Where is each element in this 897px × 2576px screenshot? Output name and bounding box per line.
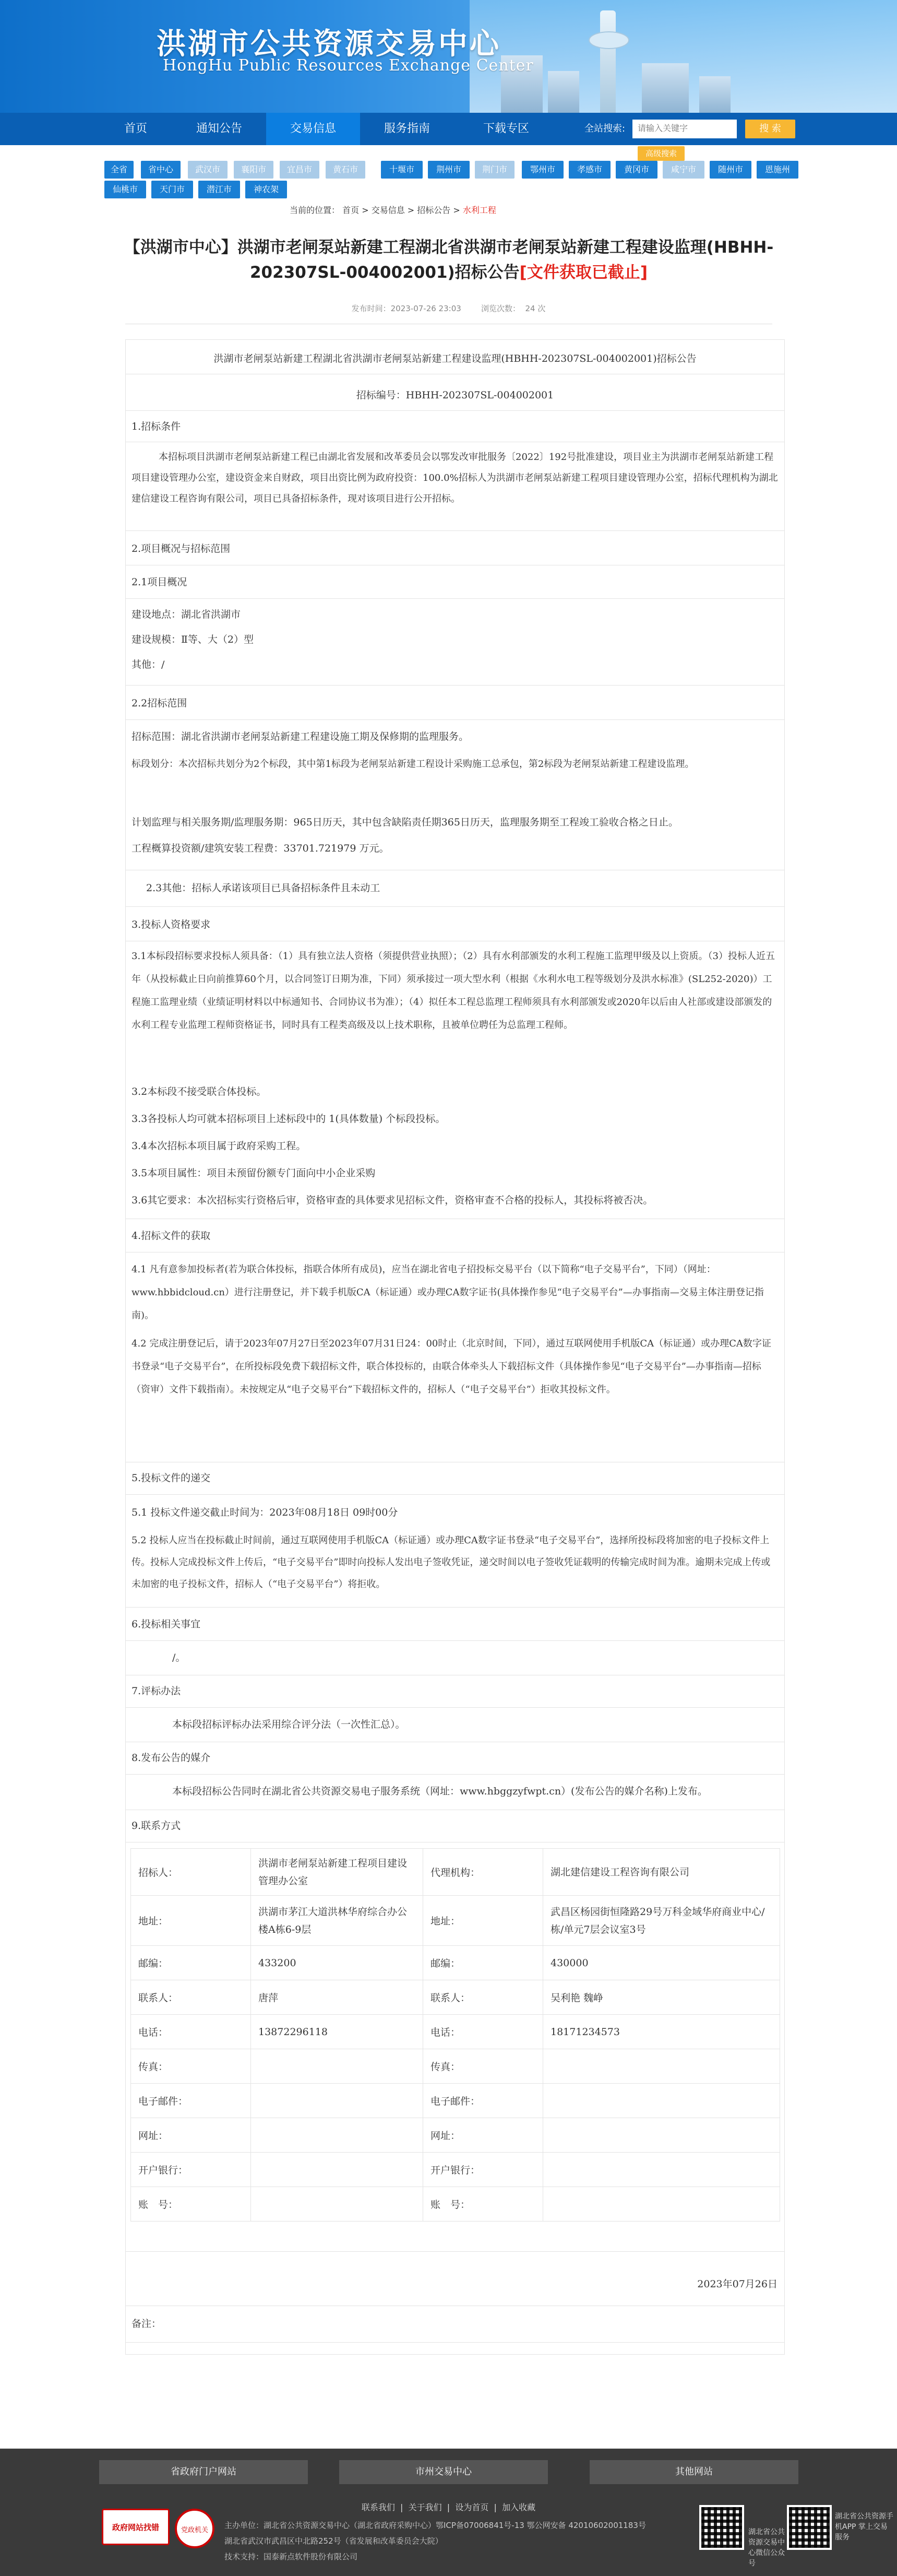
contact-label: 传真： xyxy=(423,2049,543,2084)
contact-label: 邮编： xyxy=(423,1946,543,1980)
doc-heading: 洪湖市老闸泵站新建工程湖北省洪湖市老闸泵站新建工程建设监理(HBHH-202307SL-004002001)招标公告 xyxy=(213,353,697,364)
site-header xyxy=(0,0,897,113)
contact-label: 账 号： xyxy=(423,2187,543,2221)
contact-value xyxy=(251,2118,423,2153)
region-tab[interactable]: 荆门市 xyxy=(475,161,515,179)
header-building xyxy=(699,76,731,113)
contact-table xyxy=(130,1848,780,2221)
text-line: 5.1 投标文件递交截止时间为：2023年08月18日 09时00分 xyxy=(131,1507,398,1518)
divider xyxy=(125,719,785,720)
text-line: 建设规模：Ⅱ等、大（2）型 xyxy=(131,634,254,645)
views-unit: 次 xyxy=(537,304,546,313)
wechat-qr-label: 湖北省公共资源交易中心微信公众号 xyxy=(748,2528,785,2568)
contact-value: 湖北建信建设工程咨询有限公司 xyxy=(543,1849,780,1896)
footer-homepage-link[interactable]: 设为首页 xyxy=(455,2502,489,2512)
contact-value: 武昌区杨园街恒隆路29号万科金域华府商业中心/栋/单元7层会议室3号 xyxy=(543,1896,780,1946)
contact-label: 传真： xyxy=(131,2049,251,2084)
region-tab[interactable]: 咸宁市 xyxy=(663,161,704,179)
text-line: 其他：/ xyxy=(131,659,165,670)
contact-label: 电话： xyxy=(131,2015,251,2049)
text-line: 3.5本项目属性：项目未预留份额专门面向中小企业采购 xyxy=(131,1167,376,1179)
divider xyxy=(125,906,785,907)
nav-notices[interactable]: 通知公告 xyxy=(196,122,242,135)
section-heading: 9.联系方式 xyxy=(131,1820,181,1831)
breadcrumb-label: 当前的位置： xyxy=(290,205,340,215)
app-qr-code xyxy=(787,2505,832,2550)
text-line: 3.3各投标人均可就本招标项目上述标段中的 1(具体数量) 个标段投标。 xyxy=(131,1113,446,1125)
footer-link-gov[interactable]: 省政府门户网站 xyxy=(99,2460,308,2484)
header-building xyxy=(548,71,579,113)
contact-value xyxy=(251,2084,423,2118)
breadcrumb: 当前的位置： 首页 > 交易信息 > 招标公告 > 水利工程 xyxy=(290,205,496,215)
gov-error-badge-text: 政府网站找错 xyxy=(112,2523,159,2532)
footer-host: 主办单位：湖北省公共资源交易中心（湖北省政府采购中心）鄂ICP备07006841号-13 鄂公网安备 42010602001183号 xyxy=(224,2521,646,2530)
footer-link-other[interactable]: 其他网站 xyxy=(590,2460,798,2484)
section-paragraph: 3.1本标段招标要求投标人须具备：（1）具有独立法人资格（须提供营业执照）；（2）具有水利部颁发的水利工程施工监理甲级及以上资质。（3）投标人近五年（从投标截止日向前推算60个月，以合同签订日期为准，下同）须承接过一项大型水利（根据《水利水电工程等级划分及洪水标准》(SL252-2020)）工程施工监理业绩（业绩证明材料以中标通知书、合同协议书为准）；（4）拟任本工程总监理工程师须具有水利部颁发或2020年以后由人社部或建设部颁发的水利工程专业监理工程师资格证书，同时具有工程类高级及以上技术职称，且被单位聘任为总监理工程师。 xyxy=(131,951,775,1031)
footer-support: 技术支持：国泰新点软件股份有限公司 xyxy=(224,2552,358,2561)
section-heading: 2.1项目概况 xyxy=(131,576,187,588)
contact-value xyxy=(543,2118,780,2153)
text-line: 计划监理与相关服务期/监理服务期：965日历天，其中包含缺陷责任期365日历天，监理服务期至工程竣工验收合格之日止。 xyxy=(131,817,678,828)
header-building xyxy=(642,63,689,113)
region-tab[interactable]: 武汉市 xyxy=(188,161,228,179)
breadcrumb-home[interactable]: 首页 xyxy=(342,205,360,215)
gov-error-badge[interactable] xyxy=(102,2509,170,2545)
contact-value xyxy=(543,2084,780,2118)
footer-contact-link[interactable]: 联系我们 xyxy=(361,2502,395,2512)
contact-value: 洪湖市老闸泵站新建工程项目建设管理办公室 xyxy=(251,1849,423,1896)
section-heading: 4.招标文件的获取 xyxy=(131,1230,211,1242)
nav-downloads[interactable]: 下载专区 xyxy=(483,122,529,135)
contact-label: 电子邮件： xyxy=(131,2084,251,2118)
footer-info xyxy=(224,2518,694,2565)
nav-home[interactable]: 首页 xyxy=(124,122,147,135)
section-heading: 2.项目概况与招标范围 xyxy=(131,543,231,554)
footer-menu: 联系我们 | 关于我们 | 设为首页 | 加入收藏 xyxy=(361,2502,536,2512)
views-count: 24 xyxy=(525,304,535,313)
contact-label: 联系人： xyxy=(423,1980,543,2015)
wechat-qr-code xyxy=(699,2505,744,2550)
region-tab[interactable]: 黄冈市 xyxy=(616,161,657,179)
nav-trade-info[interactable]: 交易信息 xyxy=(266,113,360,145)
publish-label: 发布时间： xyxy=(351,304,391,313)
article-meta xyxy=(0,303,897,314)
search-label: 全站搜索: xyxy=(584,123,626,134)
text-line: 标段划分：本次招标共划分为2个标段，其中第1标段为老闸泵站新建工程设计采购施工总承包，第2标段为老闸泵站新建工程建设监理。 xyxy=(131,759,695,770)
contact-label: 电话： xyxy=(423,2015,543,2049)
divider xyxy=(125,410,785,411)
text-line: 3.4本次招标本项目属于政府采购工程。 xyxy=(131,1140,306,1152)
section-heading: 6.投标相关事宜 xyxy=(131,1618,201,1630)
party-agency-badge-text: 党政机关 xyxy=(181,2526,208,2534)
region-tab[interactable]: 黄石市 xyxy=(326,161,365,179)
breadcrumb-current[interactable]: 水利工程 xyxy=(462,205,496,215)
text-line: 本标段招标公告同时在湖北省公共资源交易电子服务系统（网址：www.hbggzyfwpt.cn）(发布公告的媒介名称)上发布。 xyxy=(172,1786,708,1797)
region-tab[interactable]: 全省 xyxy=(104,161,134,179)
divider xyxy=(125,1494,785,1495)
region-tab[interactable]: 襄阳市 xyxy=(234,161,273,179)
region-tab[interactable]: 省中心 xyxy=(141,161,181,179)
section-heading: 1.招标条件 xyxy=(131,421,181,432)
region-tab[interactable]: 孝感市 xyxy=(569,161,611,179)
text-line: /。 xyxy=(172,1652,186,1663)
region-tab[interactable]: 鄂州市 xyxy=(522,161,564,179)
region-tab[interactable]: 宜昌市 xyxy=(280,161,319,179)
notice-date: 2023年07月26日 xyxy=(697,2278,778,2290)
contact-value xyxy=(543,2153,780,2187)
text-line: 建设地点：湖北省洪湖市 xyxy=(131,609,241,620)
text-line: 本标段招标评标办法采用综合评分法（一次性汇总）。 xyxy=(172,1719,405,1730)
section-paragraph: 4.1 凡有意参加投标者(若为联合体投标，指联合体所有成员)，应当在湖北省电子招投标交易平台（以下简称“电子交易平台”，下同）（网址：www.hbbidcloud.cn）进行注册登记，并下载手机版CA（标证通）或办理CA数字证书(具体操作参见“电子交易平台”—办事指南—交易主体注册登记指南)。 xyxy=(131,1264,764,1321)
contact-label: 联系人： xyxy=(131,1980,251,2015)
region-tab[interactable]: 天门市 xyxy=(151,181,193,198)
contact-label: 邮编： xyxy=(131,1946,251,1980)
divider xyxy=(125,1607,785,1608)
contact-label: 网址： xyxy=(131,2118,251,2153)
contact-label: 地址： xyxy=(131,1896,251,1946)
text-line: 2.3其他：招标人承诺该项目已具备招标条件且未动工 xyxy=(146,882,380,894)
contact-value xyxy=(251,2187,423,2221)
section-paragraph: 5.2 投标人应当在投标截止时间前，通过互联网使用手机版CA（标证通）或办理CA数字证书登录“电子交易平台”，选择所投标段将加密的电子投标文件上传。投标人完成投标文件上传后，“电子交易平台”即时向投标人发出电子签收凭证，递交时间以电子签收凭证载明的传输完成时间为准。逾期未完成上传或未加密的电子投标文件，招标人（“电子交易平台”）将拒收。 xyxy=(131,1535,771,1590)
breadcrumb-trade[interactable]: 交易信息 xyxy=(371,205,405,215)
contact-label: 网址： xyxy=(423,2118,543,2153)
site-subtitle: HongHu Public Resources Exchange Center xyxy=(163,56,534,75)
app-qr-label: 湖北省公共资源手机APP 掌上交易服务 xyxy=(835,2512,893,2542)
text-line: 3.2本标段不接受联合体投标。 xyxy=(131,1086,267,1097)
text-line: 招标范围：湖北省洪湖市老闸泵站新建工程建设施工期及保修期的监理服务。 xyxy=(131,731,469,742)
page-title xyxy=(115,235,783,285)
region-tab[interactable]: 潜江市 xyxy=(198,181,240,198)
divider xyxy=(125,1707,785,1708)
contact-value: 18171234573 xyxy=(543,2015,780,2049)
region-tab[interactable]: 十堰市 xyxy=(381,161,423,179)
contact-label: 开户银行： xyxy=(131,2153,251,2187)
section-heading: 8.发布公告的媒介 xyxy=(131,1752,211,1764)
footer-link-city[interactable]: 市州交易中心 xyxy=(339,2460,548,2484)
nav-service-guide[interactable]: 服务指南 xyxy=(384,122,430,135)
remark-label: 备注： xyxy=(131,2318,162,2330)
contact-value: 433200 xyxy=(251,1946,423,1980)
contact-value: 13872296118 xyxy=(251,2015,423,2049)
divider xyxy=(125,1774,785,1775)
search-button[interactable]: 搜 索 xyxy=(745,120,795,138)
footer-address: 湖北省武汉市武昌区中北路252号（省发展和改革委员会大院） xyxy=(224,2536,443,2546)
contact-label: 代理机构： xyxy=(423,1849,543,1896)
region-tab[interactable]: 荆州市 xyxy=(428,161,470,179)
contact-label: 地址： xyxy=(423,1896,543,1946)
section-heading: 2.2招标范围 xyxy=(131,698,187,709)
breadcrumb-tender[interactable]: 招标公告 xyxy=(417,205,451,215)
footer-bookmark-link[interactable]: 加入收藏 xyxy=(502,2502,536,2512)
section-heading: 7.评标办法 xyxy=(131,1685,181,1697)
contact-label: 电子邮件： xyxy=(423,2084,543,2118)
contact-value: 洪湖市茅江大道洪林华府综合办公楼A栋6-9层 xyxy=(251,1896,423,1946)
region-tab[interactable]: 仙桃市 xyxy=(104,181,146,198)
party-agency-badge[interactable] xyxy=(175,2509,214,2548)
site-title: 洪湖市公共资源交易中心 xyxy=(157,27,501,61)
search-input[interactable] xyxy=(632,120,737,138)
section-heading: 5.投标文件的递交 xyxy=(131,1472,211,1484)
contact-label: 开户银行： xyxy=(423,2153,543,2187)
contact-label: 账 号： xyxy=(131,2187,251,2221)
text-line: 3.6其它要求：本次招标实行资格后审，资格审查的具体要求见招标文件，资格审查不合格的投标人，其投标将被否决。 xyxy=(131,1195,653,1206)
header-tower xyxy=(600,10,616,113)
text-line: 工程概算投资额/建筑安装工程费：33701.721979 万元。 xyxy=(131,843,389,854)
divider xyxy=(125,685,785,686)
contact-value xyxy=(251,2049,423,2084)
section-heading: 3.投标人资格要求 xyxy=(131,919,211,930)
advanced-search-button[interactable]: 高级搜索 xyxy=(638,146,685,161)
contact-value: 唐萍 xyxy=(251,1980,423,2015)
divider xyxy=(125,530,785,531)
region-tab[interactable]: 恩施州 xyxy=(757,161,798,179)
publish-time: 2023-07-26 23:03 xyxy=(390,304,461,313)
section-paragraph: 4.2 完成注册登记后，请于2023年07月27日至2023年07月31日24：00时止（北京时间，下同），通过互联网使用手机版CA（标证通）或办理CA数字证书登录“电子交易平台”，在所投标段免费下载招标文件，联合体投标的，由联合体牵头人下载招标文件（具体操作参见“电子交易平台”—办事指南—招标（资审）文件下载指南）。未按规定从“电子交易平台”下载招标文件的，招标人（“电子交易平台”）拒收其投标文件。 xyxy=(131,1338,771,1395)
section-paragraph: 本招标项目洪湖市老闸泵站新建工程已由湖北省发展和改革委员会以鄂发改审批服务〔2022〕192号批准建设，项目业主为洪湖市老闸泵站新建工程项目建设管理办公室，建设资金来自财政，项目出资比例为政府投资：100.0%招标人为洪湖市老闸泵站新建工程项目建设管理办公室，招标代理机构为湖北建信建设工程咨询有限公司，项目已具备招标条件，现对该项目进行公开招标。 xyxy=(131,452,778,504)
contact-value xyxy=(543,2049,780,2084)
title-status: [文件获取已截止] xyxy=(519,263,648,282)
contact-value xyxy=(251,2153,423,2187)
contact-label: 招标人： xyxy=(131,1849,251,1896)
region-tab[interactable]: 随州市 xyxy=(710,161,751,179)
divider xyxy=(125,2251,785,2252)
main-nav xyxy=(0,113,897,145)
region-tab[interactable]: 神农架 xyxy=(245,181,287,198)
footer-about-link[interactable]: 关于我们 xyxy=(408,2502,442,2512)
contact-value: 430000 xyxy=(543,1946,780,1980)
divider xyxy=(125,1640,785,1641)
views-label: 浏览次数： xyxy=(481,304,520,313)
title-main: 【洪湖市中心】洪湖市老闸泵站新建工程湖北省洪湖市老闸泵站新建工程建设监理(HBHH-202307SL-004002001)招标公告 xyxy=(124,238,774,282)
divider xyxy=(125,598,785,599)
doc-number: 招标编号：HBHH-202307SL-004002001 xyxy=(356,389,554,401)
divider xyxy=(125,2342,785,2343)
contact-value xyxy=(543,2187,780,2221)
contact-value: 吴利艳 魏峥 xyxy=(543,1980,780,2015)
